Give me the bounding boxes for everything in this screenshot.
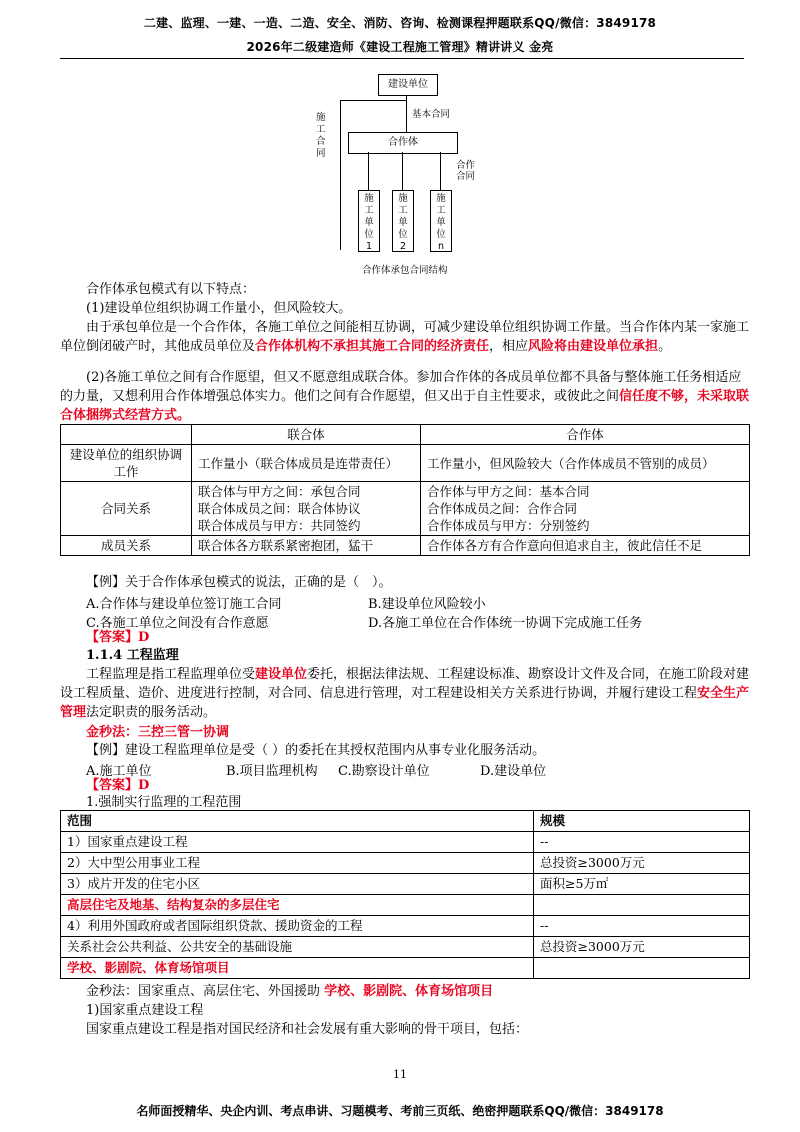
para-point2-a: (2)各施工单位之间有合作愿望，但又不愿意组成联合体。参加合作体的各成员单位都不具备与整体施工任务相适应的力量，又想利用合作体增强总体实力。他们之间有合作愿望，但又出于自主性要求，或彼此之间: [60, 370, 742, 404]
q2-option-d: D.建设单位: [480, 764, 547, 779]
table-cell: [534, 895, 750, 916]
supervision-definition: [60, 665, 750, 722]
table-row: [61, 916, 750, 937]
table-cell: --: [534, 832, 750, 853]
table-row: [61, 811, 750, 832]
table-cell: 工作量小，但风险较大（合作体成员不管别的成员）: [421, 445, 750, 482]
mnemonic-tip: 金秒法：三控三管一协调: [86, 725, 230, 740]
para-explain1: [60, 318, 750, 356]
table-row: [61, 937, 750, 958]
def-c: 法定职责的服务活动。: [86, 705, 217, 720]
table-cell: 总投资≥3000万元: [534, 853, 750, 874]
q1-option-d: D.各施工单位在合作体统一协调下完成施工任务: [368, 616, 643, 631]
contract-line-top: [340, 100, 406, 101]
para-point1: (1)建设单位组织协调工作量小，但风险较大。: [86, 301, 352, 316]
q2-stem: 【例】建设工程监理单位是受（ ）的委托在其授权范围内从事专业化服务活动。: [86, 743, 546, 758]
construction-contract-label: 施工合同: [316, 112, 326, 159]
unit1-box: [358, 190, 380, 252]
table-cell: 建设单位的组织协调工作: [61, 445, 192, 482]
unit1-label: 施工单位1: [364, 193, 374, 252]
unitn-label: 施工单位n: [436, 193, 446, 252]
para-point2-red: 信任度不够，未采取联合体捆绑式经营方式。: [60, 389, 750, 423]
table-head-cell: [61, 425, 192, 445]
unit2-box: [392, 190, 414, 252]
table-head-cell: 规模: [534, 811, 750, 832]
table-cell: 成员关系: [61, 536, 192, 556]
table-cell: 学校、影剧院、体育场馆项目: [61, 958, 534, 979]
section-title: 1.1.4 工程监理: [86, 648, 179, 663]
diagram-caption: 合作体承包合同结构: [362, 265, 448, 276]
para-explain1-a: 由于承包单位是一个合作体，各施工单位之间能相互协调，可减少建设单位组织协调工作量。当合作体内某一家施工单位倒闭破产时，其他成员单位及: [60, 320, 750, 354]
table-cell: [534, 958, 750, 979]
comparison-table: [60, 424, 750, 556]
table-row: [61, 482, 750, 536]
page-number: 11: [393, 1068, 407, 1081]
table-cell: 联合体各方联系紧密抱团，猛干: [192, 536, 421, 556]
owner-box: 建设单位: [378, 74, 438, 96]
link-unit2: [402, 152, 403, 190]
q1-stem: 【例】关于合作体承包模式的说法，正确的是（ ）。: [86, 575, 392, 590]
table-row: [61, 445, 750, 482]
header-rule: [60, 58, 744, 59]
table-cell: 合作体与甲方之间：基本合同 合作体成员之间：合作合同 合作体成员与甲方：分别签约: [421, 482, 750, 536]
table-row: [61, 895, 750, 916]
header-line1: 二建、监理、一建、一造、二造、安全、消防、咨询、检测课程押题联系QQ/微信：3849178: [143, 16, 657, 30]
table-cell: 1）国家重点建设工程: [61, 832, 534, 853]
table-cell: 工作量小（联合体成员是连带责任）: [192, 445, 421, 482]
owner-link: [406, 95, 407, 133]
coop-contract-label: 合作合同: [456, 160, 476, 182]
tail-line2: 国家重点建设工程是指对国民经济和社会发展有重大影响的骨干项目，包括：: [86, 1022, 529, 1037]
para-explain1-red2: 风险将由建设单位承担: [528, 339, 659, 354]
table-head-cell: 合作体: [421, 425, 750, 445]
partnership-contract-diagram: [300, 70, 500, 280]
para-features: 合作体承包模式有以下特点：: [86, 282, 256, 297]
table-cell: 3）成片开发的住宅小区: [61, 874, 534, 895]
table-cell: 合同关系: [61, 482, 192, 536]
table-row: [61, 536, 750, 556]
para-explain1-red1: 合作体机构不承担其施工合同的经济责任: [255, 339, 490, 354]
footer: 名师面授精华、央企内训、考点串讲、习题模考、考前三页纸、绝密押题联系QQ/微信：3849178: [136, 1104, 664, 1118]
table-cell: 2）大中型公用事业工程: [61, 853, 534, 874]
table-row: [61, 425, 750, 445]
tail-line1: 1)国家重点建设工程: [86, 1003, 204, 1018]
table-row: [61, 832, 750, 853]
table-cell: 高层住宅及地基、结构复杂的多层住宅: [61, 895, 534, 916]
contract-line-left: [340, 100, 341, 250]
link-unitn: [440, 152, 441, 190]
q2-option-b: B.项目监理机构: [226, 764, 318, 779]
unit2-label: 施工单位2: [398, 193, 408, 252]
table-cell: 总投资≥3000万元: [534, 937, 750, 958]
para-point2: [60, 368, 750, 425]
header-line2: 2026年二级建造师《建设工程施工管理》精讲讲义 金亮: [246, 40, 554, 54]
para-explain1-c: 。: [658, 339, 672, 354]
def-a: 工程监理是指工程监理单位受: [86, 667, 256, 682]
link-unit1: [368, 152, 369, 190]
table-head-cell: 联合体: [192, 425, 421, 445]
scope-intro: 1.强制实行监理的工程范围: [86, 795, 242, 810]
table-cell: 联合体与甲方之间：承包合同 联合体成员之间：联合体协议 联合体成员与甲方：共同签约: [192, 482, 421, 536]
basic-contract-label: 基本合同: [412, 109, 451, 120]
table-cell: --: [534, 916, 750, 937]
table-row: [61, 958, 750, 979]
q1-option-b: B.建设单位风险较小: [368, 597, 486, 612]
table-cell: 合作体各方有合作意向但追求自主，彼此信任不足: [421, 536, 750, 556]
q1-answer: 【答案】D: [86, 630, 150, 645]
def-b: 委托，根据法律法规、工程建设标准、勘察设计文件及合同，在施工阶段对建设工程质量、造价、进度进行控制，对合同、信息进行管理，对工程建设相关方关系进行协调，并履行建设工程: [60, 667, 750, 701]
table-cell: 关系社会公共利益、公共安全的基础设施: [61, 937, 534, 958]
table-cell: 4）利用外国政府或者国际组织贷款、援助资金的工程: [61, 916, 534, 937]
table-row: [61, 874, 750, 895]
tail-tip-a: 金秒法：国家重点、高层住宅、外国援助: [86, 984, 325, 999]
def-red1: 建设单位: [255, 667, 308, 682]
q2-option-c: C.勘察设计单位: [338, 764, 430, 779]
def-red2: 安全生产管理: [60, 686, 750, 720]
unitn-box: [430, 190, 452, 252]
tail-tip-red: 学校、影剧院、体育场馆项目: [324, 984, 494, 999]
q2-option-a: A.施工单位: [86, 764, 152, 779]
para-explain1-b: ，相应: [489, 339, 529, 354]
tail-tip: [86, 982, 776, 1001]
table-row: [61, 853, 750, 874]
mandatory-supervision-table: [60, 810, 750, 979]
table-cell: 面积≥5万㎡: [534, 874, 750, 895]
q1-option-c: C.各施工单位之间没有合作意愿: [86, 616, 269, 631]
partnership-box: 合作体: [348, 132, 458, 154]
table-head-cell: 范围: [61, 811, 534, 832]
q1-option-a: A.合作体与建设单位签订施工合同: [86, 597, 282, 612]
q2-answer: 【答案】D: [86, 778, 150, 793]
